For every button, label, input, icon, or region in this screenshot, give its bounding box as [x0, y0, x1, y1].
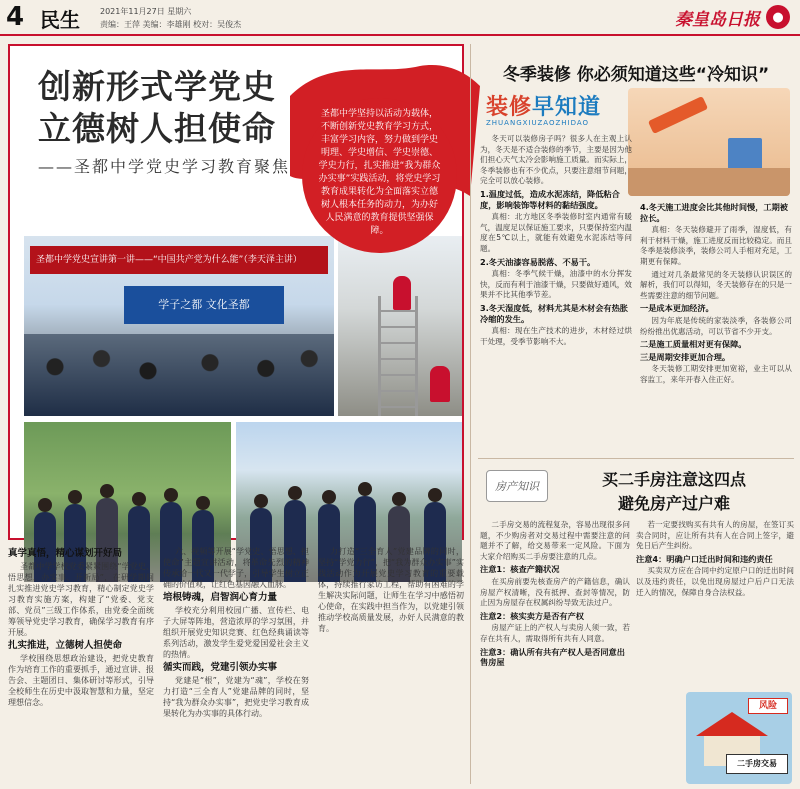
section-heading: 循实而践，党建引领办实事	[163, 662, 278, 673]
section-heading: 注意2：核实卖方是否有产权	[480, 610, 584, 621]
section-heading: 3.冬天湿度低，材料尤其是木材会有热胀冷缩的发生。	[480, 302, 628, 324]
lecture-photo	[24, 236, 334, 416]
date-line: 2021年11月27日 星期六	[100, 7, 192, 16]
feature-subtitle: ——圣都中学党史学习教育聚焦	[38, 157, 291, 176]
article-column	[636, 520, 794, 686]
editor-line: 责编：王萍 美编：李雄刚 校对：吴俊杰	[100, 20, 242, 29]
paragraph: 学校充分利用校园广播、宣传栏、电子大屏等阵地，营造浓厚的学习氛围，并组织开展党史知识竞赛、红色经典诵读等系列活动，激发学生爱党爱国爱社会主义的热情。	[163, 606, 309, 659]
feature-title	[38, 66, 276, 150]
paragraph: 房屋产证上的产权人与卖房人须一致，若存在共有人，需取得所有共有人同意。	[480, 623, 630, 643]
section-heading: 三是周期安排更加合理。	[640, 351, 731, 362]
trade-sign: 二手房交易	[726, 754, 788, 774]
paragraph: 冬天装修工期安排更加宽裕，业主可以从容监工，来年开春入住正好。	[640, 364, 792, 384]
section-heading: 2.冬天油漆容易脱落、不易干。	[480, 256, 596, 267]
page-number: 4	[6, 2, 25, 32]
paragraph: 在买房前要先核查房产的产籍信息，确认房屋产权清晰，没有抵押、查封等情况，防止因为房屋存在权属纠纷导致无法过户。	[480, 576, 630, 608]
wall	[628, 168, 790, 196]
school-board: 学子之都 文化圣都	[124, 286, 284, 324]
paint-roller-icon	[648, 96, 708, 134]
paragraph: 真相：冬季气候干燥，油漆中的水分挥发快，反而有利于油漆干燥，只要做好通风，效果并不比其他季节差。	[480, 269, 632, 300]
article-column	[640, 200, 792, 450]
paragraph: 党建是“根”，党建为“魂”，学校在努力打造“三全育人”党建品牌的同时，坚持“我为群众办实事”，把党史学习教育成果转化为办实事的具体行动。	[163, 676, 309, 718]
paragraph: 六、视频等开展“学党史、悟思想、担使命”主题宣讲活动，将革命先烈的精神传承给一代又一代学子，引导学生树立正确的价值观，让红色基因融入血脉。	[163, 547, 309, 589]
lecture-banner: 圣都中学党史宣讲第一讲——“中国共产党为什么能”（李天泽主讲）	[30, 246, 328, 274]
volunteer-figure	[393, 276, 411, 310]
section-heading: 真学真悟，精心谋划开好局	[8, 548, 123, 559]
logo-text: 秦皇岛日报	[675, 9, 760, 30]
section-heading: 注意1：核查产籍状况	[480, 564, 560, 575]
paragraph: 力打造“三全育人”党建品牌的同时，坚持“学党力行”，把“我为群众办实事”实践活动作为开展党史学习教育的重要载体，持续推行家访工程，帮助有困难的学生解决实际问题，让师生在学习中感悟初心使命，在实践中担当作为，以党建引领推动学校高质量发展，办好人民满意的教育。	[318, 547, 464, 633]
volunteer-photo	[338, 236, 462, 416]
article-title-winter-decoration: 冬季装修 你必须知道这些“冷知识”	[502, 65, 770, 85]
feature-intro: 圣都中学坚持以活动为载体，不断创新党史教育学习方式，丰富学习内容，努力做到学史明理、学史增信、学史崇德、学史力行，扎实推进“我为群众办实事”实践活动，将党史学习教育成果转化为全面落实立德树人根本任务的动力，为办好人民满意的教育提供坚强保障。	[318, 109, 441, 236]
body-column	[318, 546, 464, 786]
page-header	[0, 0, 800, 36]
section-heading: 注意4：明确户口迁出时间和违约责任	[636, 553, 773, 564]
feature-body	[8, 546, 464, 786]
section-heading: 1.温度过低，造成水泥冻结，降低粘合度，影响装饰等材料的黏结强度。	[480, 188, 620, 210]
body-column	[8, 546, 154, 786]
article-column	[480, 520, 630, 785]
section-heading: 4.冬天施工进度会比其他时间慢，工期被拉长。	[640, 202, 788, 223]
title-line1: 买二手房注意这四点	[601, 470, 746, 489]
section-heading: 扎实推进，立德树人担使命	[8, 640, 123, 651]
paragraph: 圣都中学学校党委紧紧围绕“学党史、悟思想、办实事、开新局”，在研学期间扎实推进党史学习教育，精心制定党史学习教育实施方案，构建了“党委、党支部、党员”三级工作体系，由党委全面统筹领导党史学习教育，确保学习教育有序开展。	[8, 562, 154, 637]
newspaper-logo	[675, 4, 790, 30]
paragraph: 买卖双方应在合同中约定原户口的迁出时间以及违约责任，以免出现房屋过户后户口无法迁入的情况，保障自身合法权益。	[636, 566, 794, 597]
badge-main-a: 装修	[486, 95, 533, 120]
body-column	[163, 546, 309, 786]
article-title-second-hand-house	[554, 468, 794, 516]
section-heading: 一是成本更加经济。	[640, 303, 714, 314]
section-divider	[478, 458, 794, 459]
title-line2: 避免房产过户难	[617, 494, 730, 513]
paragraph: 通过对几条最常见的冬天装修认识误区的解析，我们可以得知，冬天装修存在的只是一些需要注意的细节问题。	[640, 269, 792, 300]
paragraph: 冬天可以装修房子吗？很多人在主观上认为，冬天是不适合装修的季节，主要是因为他们担心天气太冷会影响施工质量。而实际上，冬季装修也有不少优点，只要注意细节问题，完全可以放心装修。	[480, 134, 632, 186]
column-divider	[470, 44, 471, 784]
paragraph: 真相：北方地区冬季装修时室内通常有暖气，温度足以保证施工要求，只要保持室内温度在5℃以上，就能有效避免水泥冻结等问题。	[480, 212, 632, 253]
paragraph: 因为年底是传统的家装淡季，各装修公司纷纷推出优惠活动，可以节省不少开支。	[640, 315, 792, 336]
feature-title-line2: 立德树人担使命	[38, 109, 276, 148]
paragraph: 若一定要找购买有共有人的房屋，在签订买卖合同时，应让所有共有人在合同上签字，避免日后产生纠纷。	[636, 520, 794, 551]
feature-title-line1: 创新形式学党史	[38, 67, 276, 106]
paragraph: 二手房交易的流程复杂，容易出现很多问题，不少购房者对交易过程中需要注意的问题并不了解，给交易带来一定风险。下面为大家介绍购买二手房要注意的几点。	[480, 520, 630, 561]
feature-article	[8, 44, 464, 540]
house-roof	[696, 712, 768, 736]
section-heading: 注意3：确认所有共有产权人是否同意出售房屋	[480, 646, 625, 668]
property-badge: 房产知识	[486, 470, 548, 502]
audience	[24, 334, 334, 416]
logo-mark-icon: ●	[766, 5, 790, 29]
house-illustration	[686, 692, 792, 784]
paragraph: 真相：冬天装修避开了雨季，湿度低，有利于材料干燥，施工进度反而比较稳定。而且冬季是装修淡季，装修公司人手相对充足，工期更有保障。	[640, 225, 792, 266]
decoration-illustration	[628, 88, 790, 196]
section-heading: 培根铸魂，启智润心育力量	[163, 592, 278, 603]
section-name: 民生	[40, 8, 80, 32]
risk-sign: 风险	[748, 698, 788, 714]
paragraph: 学校围绕思想政治建设，把党史教育作为培育工作的重要抓手，通过宣讲、报告会、主题团日、集体研讨等形式，引导全校师生在历史中汲取智慧和力量，坚定理想信念。	[8, 654, 154, 707]
paragraph: 真相：现在生产技术的进步，木材经过烘干处理，受季节影响不大。	[480, 326, 632, 346]
badge-main-b: 早知道	[532, 95, 602, 120]
volunteer-figure	[430, 366, 450, 402]
section-heading: 二是施工质量相对更有保障。	[640, 339, 747, 350]
badge-pinyin: ZHUANGXIUZAOZHIDAO	[486, 119, 590, 127]
article-column	[480, 134, 632, 456]
ladder	[378, 296, 418, 416]
decoration-badge	[486, 90, 616, 128]
